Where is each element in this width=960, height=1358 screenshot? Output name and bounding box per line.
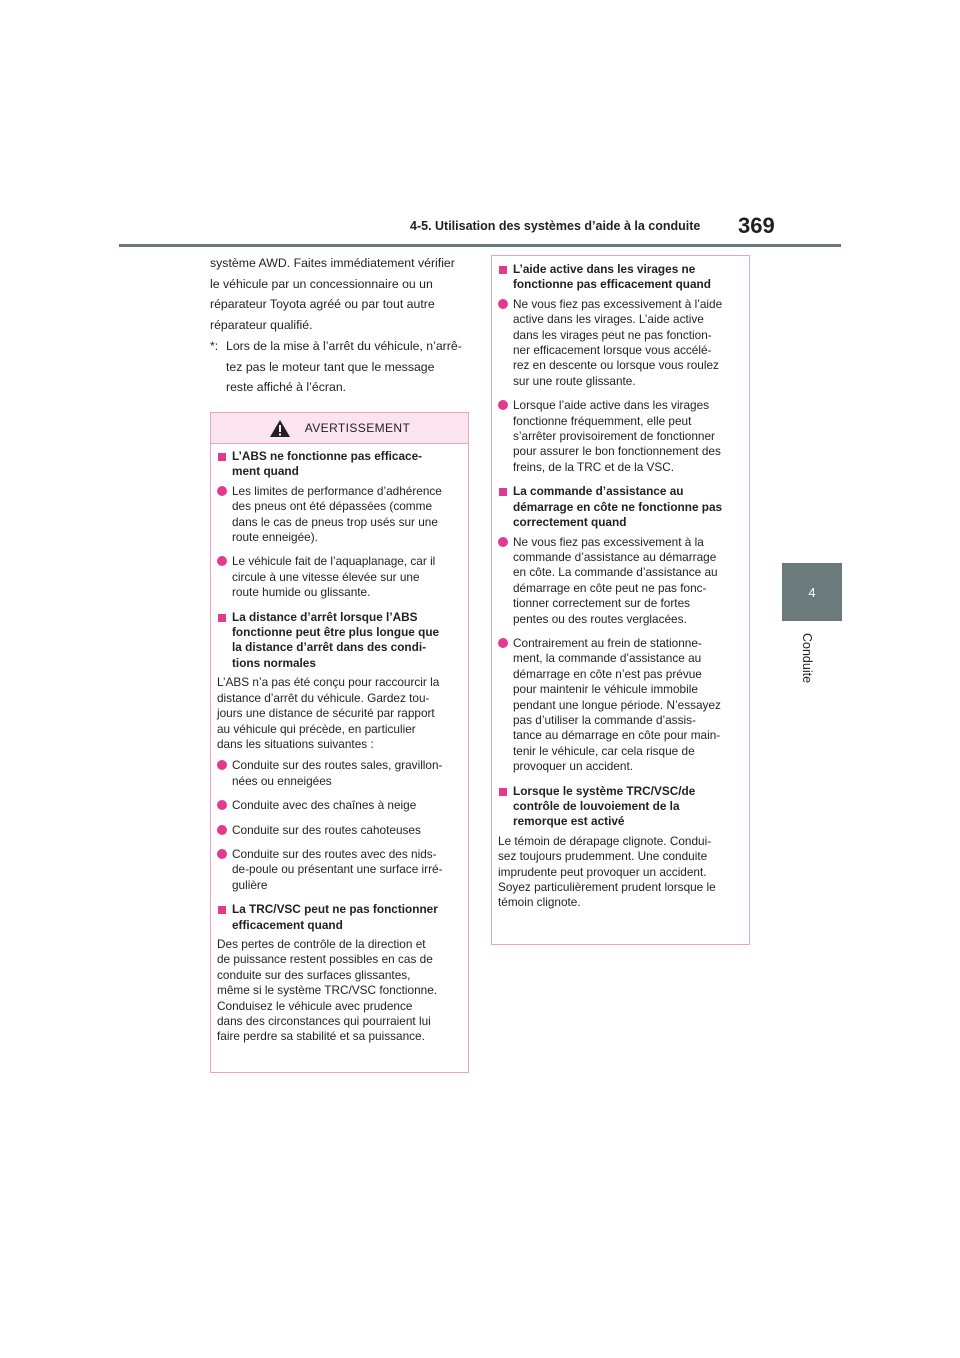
- bullet-text: Le véhicule fait de l’aquaplanage, car il circule à une vitesse élevée sur une route humide ou glissante.: [232, 554, 436, 600]
- warning-box-right: [491, 255, 750, 945]
- round-bullet-icon: [498, 400, 508, 410]
- intro-line: réparateur Toyota agréé ou par tout autre: [210, 297, 435, 311]
- bullet-text: Conduite sur des routes sales, gravillon- nées ou enneigées: [232, 758, 443, 788]
- section-paragraph: Le témoin de dérapage clignote. Condui- sez toujours prudemment. Une conduite imprudente peut provoquer un accident. Soyez particulièrement prudent lorsque le témoin clignote.: [498, 833, 716, 910]
- section-heading-text: L’ABS ne fonctionne pas efficace- ment quand: [232, 449, 423, 479]
- section-paragraph: L’ABS n’a pas été conçu pour raccourcir la distance d’arrêt du véhicule. Gardez tou- jours une distance de sécurité par rapport au véhicule qui précède, en particulier dans les situations suivantes :: [217, 675, 440, 751]
- round-bullet-icon: [217, 556, 227, 566]
- chapter-tab[interactable]: [782, 563, 842, 621]
- bullet-item: [217, 484, 462, 546]
- bullet-item: [217, 798, 462, 813]
- square-bullet-icon: [499, 788, 507, 796]
- round-bullet-icon: [217, 825, 227, 835]
- round-bullet-icon: [217, 760, 227, 770]
- section-heading: [217, 902, 462, 933]
- page-number: 369: [738, 213, 775, 238]
- bullet-text: Ne vous fiez pas excessivement à l’aide active dans les virages. L’aide active dans les virages peut ne pas fonction- ner efficacement lorsque vous accélé- rez en descente ou lorsque vous roulez sur une route glissante.: [513, 296, 723, 388]
- round-bullet-icon: [498, 299, 508, 309]
- bullet-item: [498, 636, 743, 775]
- intro-line: le véhicule par un concessionnaire ou un: [210, 276, 433, 291]
- round-bullet-icon: [498, 537, 508, 547]
- intro-text: [210, 253, 472, 398]
- chapter-label: Conduite: [800, 633, 814, 684]
- warning-triangle-icon: [269, 419, 291, 438]
- intro-line: réparateur qualifié.: [210, 317, 313, 332]
- bullet-text: Conduite avec des chaînes à neige: [232, 798, 417, 813]
- section-heading: [217, 449, 462, 480]
- warning-body-left: [211, 444, 468, 1045]
- warning-header: [211, 413, 468, 444]
- section-heading: [217, 610, 462, 672]
- square-bullet-icon: [218, 614, 226, 622]
- warning-body-right: [492, 256, 749, 911]
- section-heading: [498, 484, 743, 530]
- section-heading-text: La TRC/VSC peut ne pas fonctionner efficacement quand: [232, 902, 438, 932]
- bullet-item: [217, 758, 462, 789]
- section-heading: [498, 784, 743, 830]
- section-heading-text: La commande d’assistance au démarrage en côte ne fonctionne pas correctement quand: [513, 484, 723, 530]
- square-bullet-icon: [499, 266, 507, 274]
- footnote-marker: *:: [210, 339, 219, 353]
- bullet-item: [498, 398, 743, 475]
- round-bullet-icon: [498, 638, 508, 648]
- warning-title: AVERTISSEMENT: [304, 421, 411, 435]
- round-bullet-icon: [217, 800, 227, 810]
- section-title: 4-5. Utilisation des systèmes d’aide à la conduite: [410, 219, 701, 233]
- square-bullet-icon: [499, 488, 507, 496]
- bullet-item: [217, 847, 462, 893]
- square-bullet-icon: [218, 453, 226, 461]
- footnote-line: tez pas le moteur tant que le message: [226, 359, 435, 374]
- section-heading-text: L’aide active dans les virages ne fonctionne pas efficacement quand: [513, 262, 711, 292]
- square-bullet-icon: [218, 906, 226, 914]
- section-heading-text: Lorsque le système TRC/VSC/de contrôle de louvoiement de la remorque est activé: [513, 783, 696, 829]
- round-bullet-icon: [217, 486, 227, 496]
- round-bullet-icon: [217, 849, 227, 859]
- chapter-number: 4: [808, 584, 816, 600]
- section-paragraph: Des pertes de contrôle de la direction et de puissance restent possibles en cas de conduite sur des surfaces glissantes, même si le système TRC/VSC fonctionne. Conduisez le véhicule avec prudence dans des circonstances qui pourraient lui faire perdre sa stabilité et sa puissance.: [217, 936, 438, 1044]
- bullet-text: Conduite sur des routes cahoteuses: [232, 822, 421, 837]
- bullet-text: Les limites de performance d’adhérence des pneus ont été dépassées (comme dans le cas de pneus trop usés sur une route enneigée).: [232, 483, 442, 545]
- section-heading: [498, 262, 743, 293]
- footnote-line: reste affiché à l’écran.: [226, 380, 347, 394]
- bullet-text: Contrairement au frein de stationne- ment, la commande d’assistance au démarrage en côte n’est pas prévue pour maintenir le véhicule immobile pendant une longue période. N’essayez pas d’utiliser la commande d’assis- tance au démarrage en côte pour main- tenir le véhicule, car cela risque de provoquer un accident.: [513, 635, 721, 774]
- intro-line: système AWD. Faites immédiatement vérifier: [210, 256, 455, 270]
- section-heading-text: La distance d’arrêt lorsque l’ABS fonctionne peut être plus longue que la distance d’arrêt dans des condi- tions normales: [232, 609, 440, 670]
- footnote: [210, 336, 472, 398]
- bullet-text: Lorsque l’aide active dans les virages fonctionne fréquemment, elle peut s’arrêter provisoirement de fonctionner pour assurer le bon fonctionnement des freins, de la TRC et de la VSC.: [513, 398, 721, 474]
- bullet-item: [498, 535, 743, 627]
- warning-box-left: [210, 412, 469, 1073]
- bullet-item: [217, 554, 462, 600]
- footnote-line: Lors de la mise à l’arrêt du véhicule, n’arrê-: [226, 339, 462, 353]
- bullet-item: [498, 297, 743, 389]
- bullet-text: Conduite sur des routes avec des nids- de-poule ou présentant une surface irré- gulière: [232, 846, 443, 892]
- bullet-item: [217, 823, 462, 838]
- bullet-text: Ne vous fiez pas excessivement à la commande d’assistance au démarrage en côte. La commande d’assistance au démarrage en côte peut ne pas fonc- tionner correctement sur de fortes pentes ou des routes verglacées.: [513, 534, 718, 626]
- header-rule: [119, 244, 841, 247]
